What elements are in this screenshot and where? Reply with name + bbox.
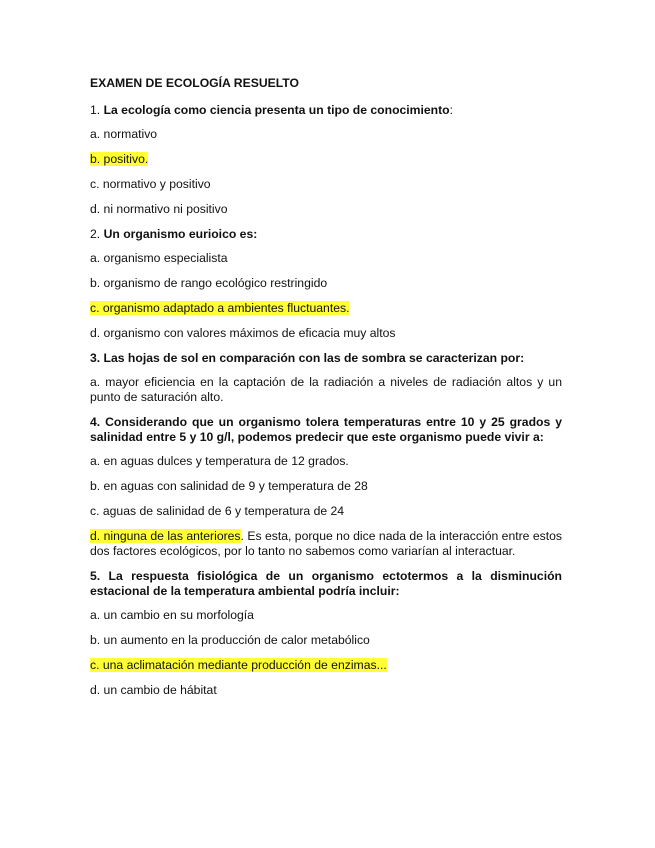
q2-option-a: a. organismo especialista bbox=[90, 251, 228, 265]
question-1 bbox=[90, 103, 562, 118]
question-1-colon: : bbox=[449, 103, 454, 117]
q5-option-a: a. un cambio en su morfología bbox=[90, 608, 254, 622]
q2-option-c-correct: c. organismo adaptado a ambientes fluctuantes. bbox=[90, 301, 350, 315]
question-1-number: 1. bbox=[90, 103, 104, 117]
q5-option-d: d. un cambio de hábitat bbox=[90, 683, 217, 697]
q1-option-a: a. normativo bbox=[90, 127, 158, 141]
q4-explanation: . Es esta, porque no dice nada de la interacción entre estos dos factores ecológicos, por lo tanto no sabemos como variarían al interactuar. bbox=[90, 529, 562, 558]
question-2-text: Un organismo eurioico es: bbox=[103, 227, 258, 241]
q1-option-c: c. normativo y positivo bbox=[90, 177, 211, 191]
question-5: 5. La respuesta fisiológica de un organismo ectotermos a la disminución estacional de la temperatura ambiental podría incluir: bbox=[90, 569, 562, 598]
q2-option-b: b. organismo de rango ecológico restringido bbox=[90, 276, 328, 290]
q1-option-b-correct: b. positivo. bbox=[90, 152, 149, 166]
q1-option-d: d. ni normativo ni positivo bbox=[90, 202, 228, 216]
question-1-text: La ecología como ciencia presenta un tipo de conocimiento bbox=[103, 103, 450, 117]
q3-answer: a. mayor eficiencia en la captación de la radiación a niveles de radiación altos y un punto de saturación alto. bbox=[90, 375, 562, 404]
question-2-number: 2. bbox=[90, 227, 104, 241]
exam-title: EXAMEN DE ECOLOGÍA RESUELTO bbox=[90, 76, 300, 90]
question-4: 4. Considerando que un organismo tolera temperaturas entre 10 y 25 grados y salinidad entre 5 y 10 g/l, podemos predecir que este organismo puede vivir a: bbox=[90, 415, 562, 444]
q4-option-d-correct: d. ninguna de las anteriores bbox=[90, 529, 241, 543]
q4-option-c: c. aguas de salinidad de 6 y temperatura de 24 bbox=[90, 504, 345, 518]
question-2 bbox=[90, 227, 562, 242]
q5-option-b: b. un aumento en la producción de calor metabólico bbox=[90, 633, 370, 647]
question-3: 3. Las hojas de sol en comparación con las de sombra se caracterizan por: bbox=[90, 351, 525, 365]
exam-content bbox=[90, 76, 562, 708]
q5-option-c-correct: c. una aclimatación mediante producción de enzimas... bbox=[90, 658, 387, 672]
q2-option-d: d. organismo con valores máximos de eficacia muy altos bbox=[90, 326, 396, 340]
q4-option-b: b. en aguas con salinidad de 9 y temperatura de 28 bbox=[90, 479, 368, 493]
q4-option-d bbox=[90, 529, 562, 559]
q4-option-a: a. en aguas dulces y temperatura de 12 grados. bbox=[90, 454, 349, 468]
